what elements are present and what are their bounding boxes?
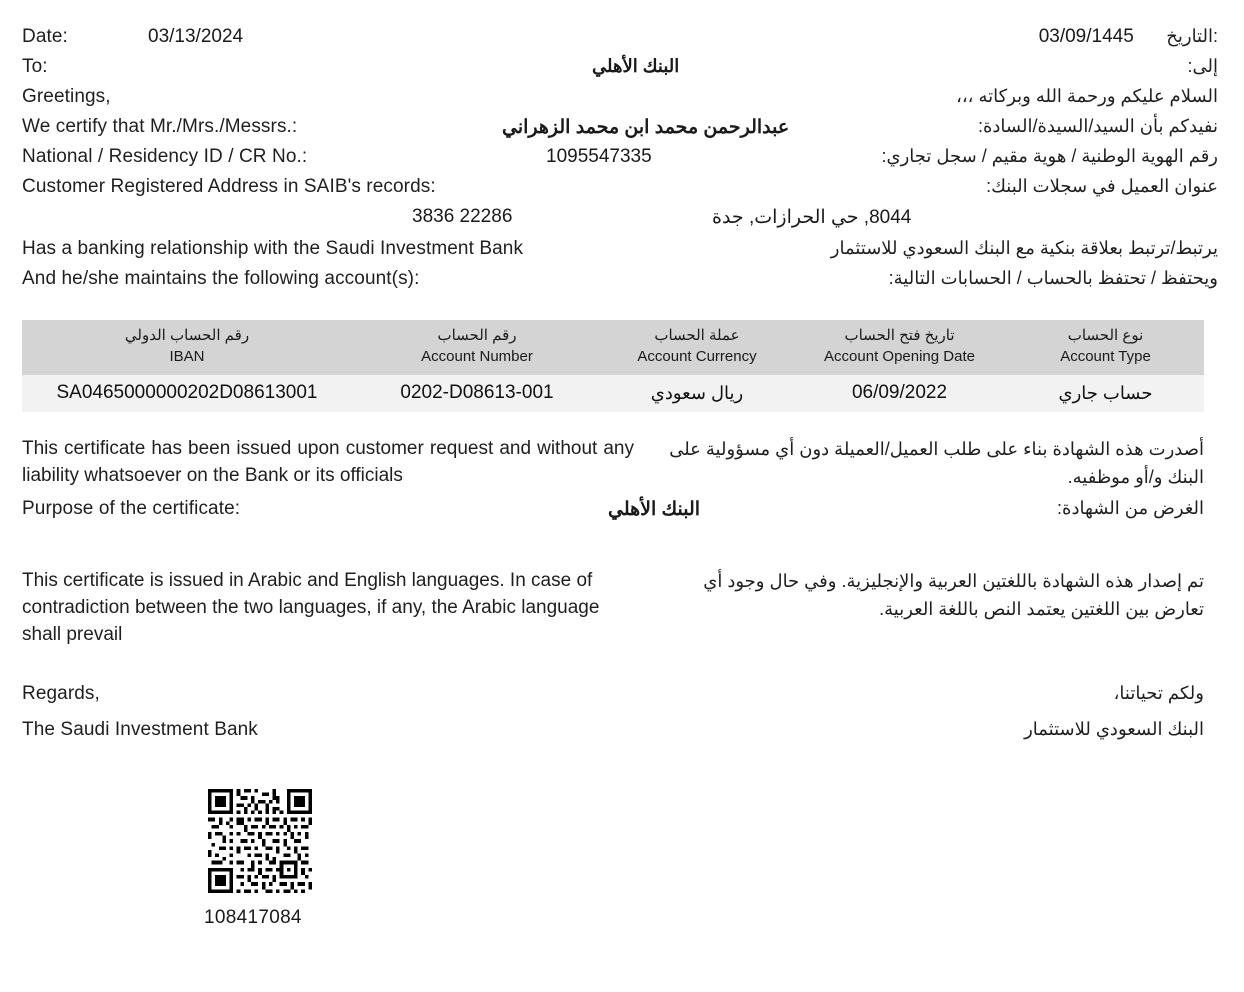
column-account-number-ar: رقم الحساب (437, 327, 517, 344)
accounts-intro-ar: ويحتفظ / تحتفظ بالحساب / الحسابات التالية: (888, 268, 1218, 288)
address-value-row (22, 206, 1218, 238)
issued-statement-ar: أصدرت هذه الشهادة بناء على طلب العميل/العميلة دون أي مسؤولية على البنك و/أو موظفيه. (669, 439, 1204, 487)
relationship-ar: يرتبط/ترتبط بعلاقة بنكية مع البنك السعودي للاستثمار (830, 238, 1218, 258)
column-account-type-en: Account Type (1060, 348, 1151, 366)
purpose-label-en: Purpose of the certificate: (22, 497, 241, 519)
date-value-ar: 03/09/1445 (1038, 26, 1134, 47)
regards-ar: ولكم تحياتنا، (1113, 682, 1204, 703)
cell-account-type: حساب جاري (1007, 375, 1204, 412)
to-label-en: To: (22, 56, 48, 77)
accounts-intro-row (22, 268, 1218, 298)
date-row (22, 26, 1218, 56)
certify-label-en: We certify that Mr./Mrs./Messrs.: (22, 116, 298, 137)
cell-opening-date: 06/09/2022 (792, 375, 1007, 412)
column-iban-ar: رقم الحساب الدولي (124, 327, 250, 344)
greetings-ar: السلام عليكم ورحمة الله وبركاته ،،، (956, 86, 1218, 106)
accounts-table-body (22, 375, 1204, 412)
greetings-row (22, 86, 1218, 116)
qr-code-container (208, 789, 1218, 893)
to-value: البنك الأهلي (592, 56, 680, 76)
table-header-row (22, 320, 1204, 375)
issued-statement-en: This certificate has been issued upon customer request and without any liability whatsoever on the Bank or its officials (22, 438, 634, 486)
to-row (22, 56, 1218, 86)
greetings-en: Greetings, (22, 86, 111, 107)
bank-name-ar: البنك السعودي للاستثمار (1024, 718, 1204, 739)
date-right-group (1039, 26, 1218, 48)
customer-name-value: عبدالرحمن محمد ابن محمد الزهراني (502, 117, 790, 138)
to-label-ar: إلى: (1187, 56, 1218, 76)
qr-code-icon (208, 789, 312, 893)
purpose-label-ar: الغرض من الشهادة: (1057, 497, 1204, 518)
certify-label-ar: نفيدكم بأن السيد/السيدة/السادة: (977, 116, 1218, 136)
issued-statement-block (22, 436, 1204, 492)
address-label-row (22, 176, 1218, 206)
regards-en: Regards, (22, 682, 100, 704)
column-account-number (352, 320, 602, 375)
address-value-number: 3836 22286 (412, 206, 513, 227)
column-account-type (1007, 320, 1204, 375)
date-value-en: 03/13/2024 (148, 26, 244, 47)
purpose-row (22, 498, 1204, 530)
accounts-table (22, 320, 1204, 412)
cell-account-number: 0202-D08613-001 (352, 375, 602, 412)
national-id-label-en: National / Residency ID / CR No.: (22, 146, 308, 167)
column-iban-en: IBAN (169, 348, 205, 366)
address-value-ar: 8044, حي الحرازات, جدة (712, 207, 912, 228)
relationship-en: Has a banking relationship with the Saudi Investment Bank (22, 238, 524, 259)
national-id-value: 1095547335 (546, 146, 652, 167)
purpose-value: البنك الأهلي (608, 498, 701, 520)
bank-name-en: The Saudi Investment Bank (22, 718, 258, 740)
column-currency (602, 320, 792, 375)
column-account-type-ar: نوع الحساب (1067, 327, 1144, 344)
relationship-row (22, 238, 1218, 268)
bank-name-row (22, 719, 1204, 741)
customer-name-row (22, 116, 1218, 146)
national-id-row (22, 146, 1218, 176)
cell-iban: SA0465000000202D08613001 (22, 375, 352, 412)
accounts-intro-en: And he/she maintains the following account(s): (22, 268, 420, 289)
date-label-ar: التاريخ: (1166, 26, 1218, 46)
column-currency-ar: عملة الحساب (654, 327, 740, 344)
column-opening-date-ar: تاريخ فتح الحساب (844, 327, 955, 344)
reference-number: 108417084 (204, 906, 302, 928)
languages-statement-en: This certificate is issued in Arabic and English languages. In case of contradiction between the two languages, if any, the Arabic language shall prevail (22, 569, 600, 645)
address-label-ar: عنوان العميل في سجلات البنك: (986, 176, 1218, 196)
column-account-number-en: Account Number (421, 348, 533, 366)
table-row (22, 375, 1204, 412)
address-label-en: Customer Registered Address in SAIB's records: (22, 176, 436, 197)
column-opening-date (792, 320, 1007, 375)
accounts-table-head (22, 320, 1204, 375)
languages-statement-ar: تم إصدار هذه الشهادة باللغتين العربية والإنجليزية. وفي حال وجود أي تعارض بين اللغتين يعتمد النص باللغة العربية. (703, 570, 1204, 619)
column-currency-en: Account Currency (637, 348, 757, 366)
date-label-en: Date: (22, 26, 68, 47)
column-opening-date-en: Account Opening Date (824, 348, 975, 366)
column-iban (22, 320, 352, 375)
cell-currency: ريال سعودي (602, 375, 792, 412)
regards-row (22, 683, 1204, 705)
national-id-label-ar: رقم الهوية الوطنية / هوية مقيم / سجل تجاري: (881, 146, 1218, 166)
languages-statement-block (22, 568, 1204, 649)
